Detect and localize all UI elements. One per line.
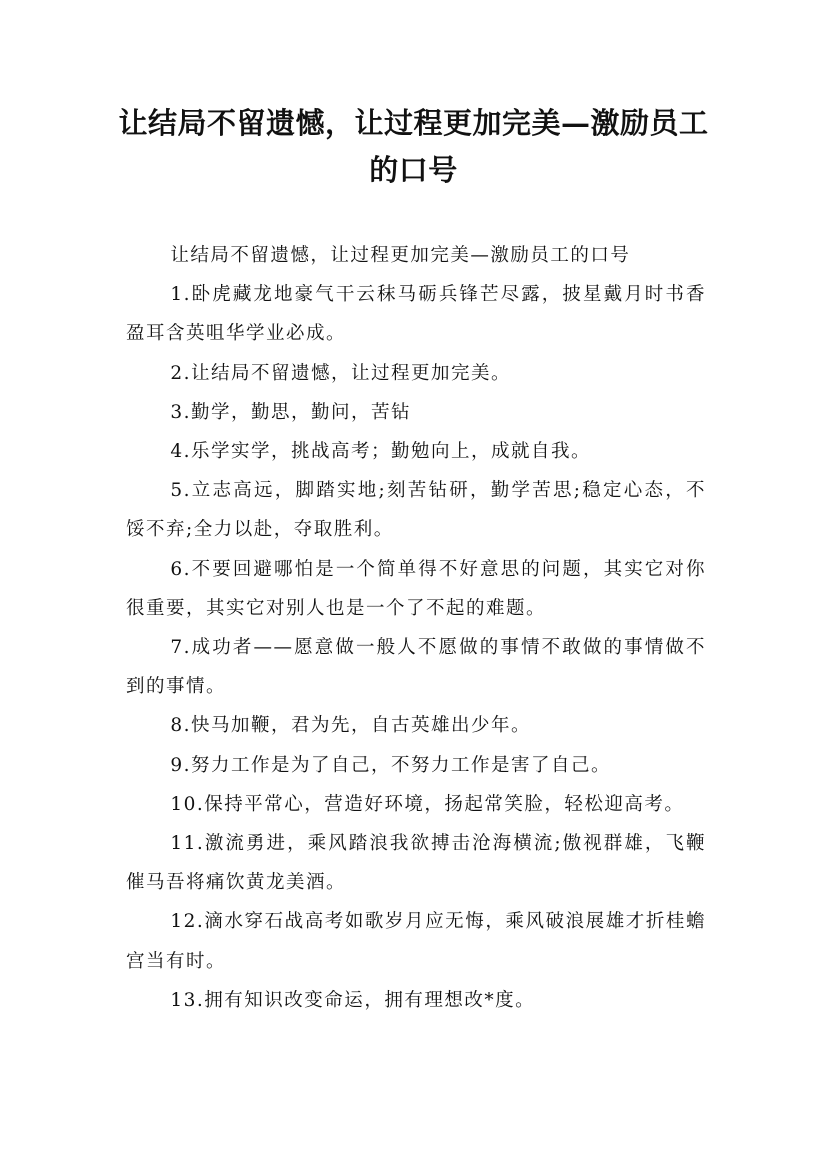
paragraph-item-4: 4.乐学实学，挑战高考；勤勉向上，成就自我。 xyxy=(170,441,592,463)
paragraph-item-9: 9.努力工作是为了自己，不努力工作是害了自己。 xyxy=(170,754,612,776)
paragraph-item-7: 7.成功者——愿意做一般人不愿做的事情不敢做的事情做不到的事情。 xyxy=(126,637,706,698)
paragraph-item-8: 8.快马加鞭，君为先，自古英雄出少年。 xyxy=(170,715,532,737)
paragraph-item-3: 3.勤学，勤思，勤问，苦钻 xyxy=(170,401,412,423)
paragraph-item-10: 10.保持平常心，营造好环境，扬起常笑脸，轻松迎高考。 xyxy=(170,793,685,815)
paragraph-item-5: 5.立志高远，脚踏实地;刻苦钻研，勤学苦思;稳定心态，不馁不弃;全力以赴，夺取胜利。 xyxy=(126,480,706,541)
paragraph-item-1: 1.卧虎藏龙地豪气干云秣马砺兵锋芒尽露，披星戴月时书香盈耳含英咀华学业必成。 xyxy=(126,284,706,345)
paragraph-item-12: 12.滴水穿石战高考如歌岁月应无悔，乘风破浪展雄才折桂蟾宫当有时。 xyxy=(126,911,706,972)
paragraph-item-11: 11.激流勇进，乘风踏浪我欲搏击沧海横流;傲视群雄，飞鞭催马吾将痛饮黄龙美酒。 xyxy=(126,833,706,894)
paragraph-item-2: 2.让结局不留遗憾，让过程更加完美。 xyxy=(170,362,512,384)
document-title: 让结局不留遗憾，让过程更加完美—激励员工的口号 xyxy=(118,106,709,187)
paragraph-intro: 让结局不留遗憾，让过程更加完美—激励员工的口号 xyxy=(170,245,631,266)
paragraph-item-13: 13.拥有知识改变命运，拥有理想改*度。 xyxy=(170,989,536,1011)
document-body xyxy=(126,236,706,1020)
paragraph-item-6: 6.不要回避哪怕是一个简单得不好意思的问题，其实它对你很重要，其实它对别人也是一个了不起的难题。 xyxy=(126,558,706,619)
